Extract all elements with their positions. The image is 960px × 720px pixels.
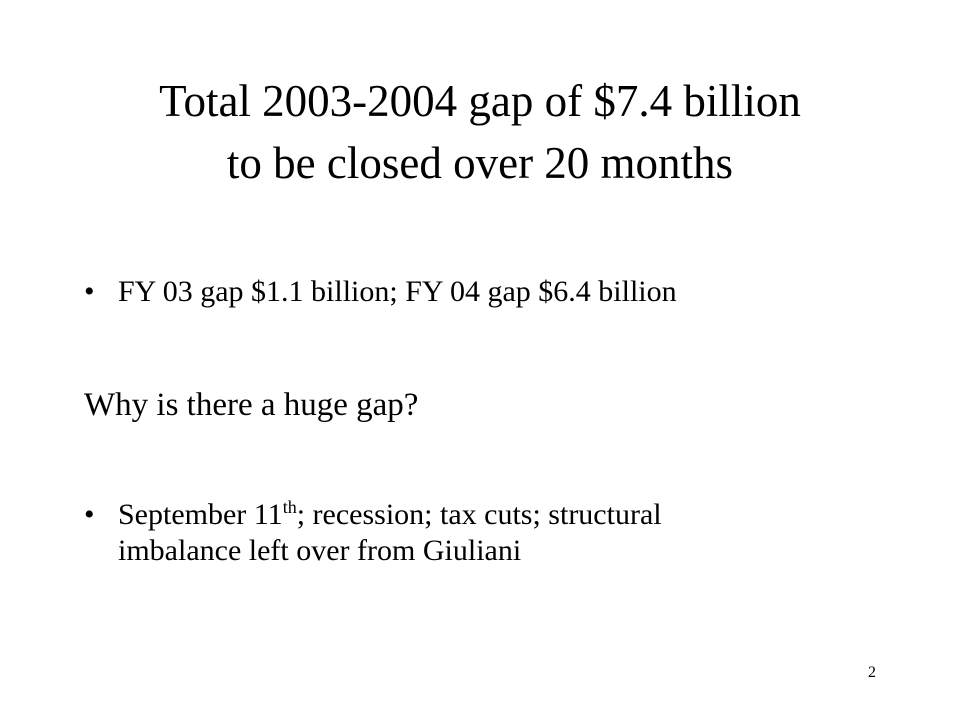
question-heading: Why is there a huge gap?: [84, 387, 419, 423]
bullet-text-line-2: imbalance left over from Giuliani: [118, 534, 522, 567]
bullet-text: FY 03 gap $1.1 billion; FY 04 gap $6.4 billion: [118, 275, 677, 308]
superscript-th: th: [282, 497, 297, 517]
bullet-text-part-1: September 11: [118, 498, 283, 531]
bullet-gap-breakdown: [84, 274, 844, 310]
bullet-dot: •: [84, 498, 95, 531]
bullet-reasons: [84, 497, 844, 569]
title-line-1: Total 2003-2004 gap of $7.4 billion: [159, 76, 801, 126]
slide-title: [0, 70, 960, 194]
bullet-text-part-2: ; recession; tax cuts; structural: [296, 498, 662, 531]
bullet-dot: •: [84, 275, 95, 308]
title-line-2: to be closed over 20 months: [226, 138, 734, 188]
page-number: 2: [868, 664, 876, 681]
bullet-text: [118, 497, 844, 569]
